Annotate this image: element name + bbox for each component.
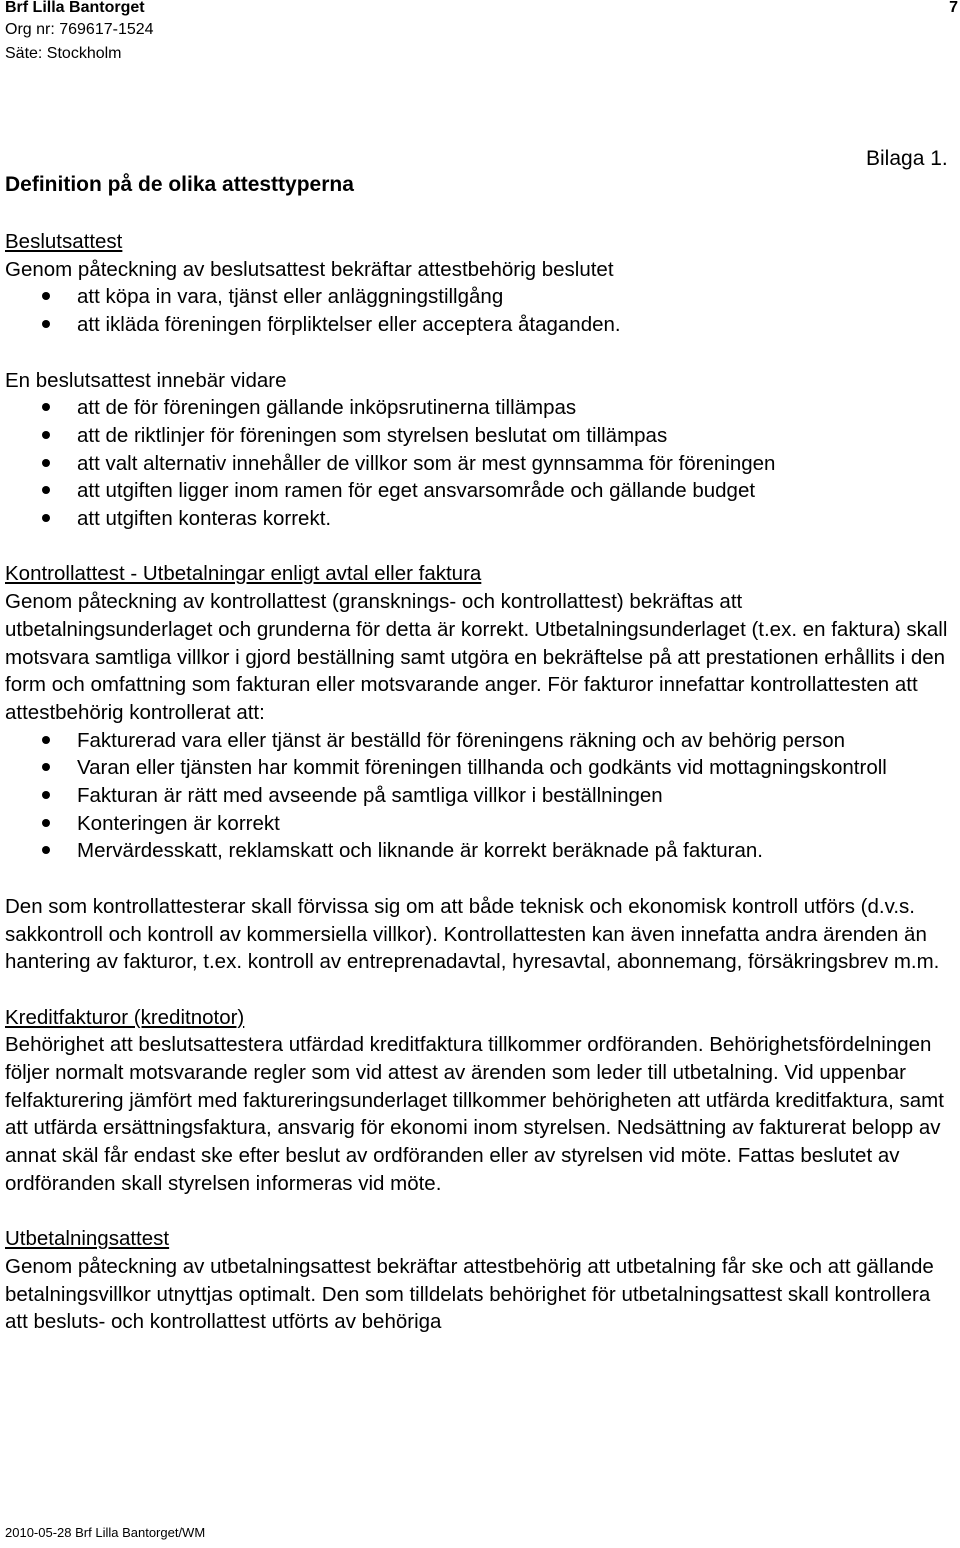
bullet-icon — [42, 459, 50, 467]
section-utbetalningsattest — [5, 1225, 955, 1336]
document-body — [5, 228, 955, 1336]
paragraph: Genom påteckning av kontrollattest (gransknings- och kontrollattest) bekräftas att utbetalningsunderlaget och grunderna för detta är korrekt. Utbetalningsunderlaget (t.ex. en faktura) skall motsvara samtliga villkor i gjord beställning samt utgöra en bekräftelse på att prestationen erhållits i den form och omfattning som fakturan eller motsvarande anger. För fakturor innefattar kontrollattesten att attestbehörig kontrollerat att: — [5, 590, 948, 724]
section-heading: Beslutsattest — [5, 230, 123, 253]
header-sate: Säte: Stockholm — [5, 45, 122, 62]
bullet-list — [5, 283, 955, 338]
list-item: Mervärdesskatt, reklamskatt och liknande är korrekt beräknade på fakturan. — [5, 837, 955, 865]
paragraph: Behörighet att beslutsattestera utfärdad kreditfaktura tillkommer ordföranden. Behörighetsfördelningen följer normalt motsvarande regler som vid attest av ärenden som leder till utbetalning. Vid uppenbar felfakturering jämfört med faktureringsunderlaget tillkommer behörigheten att utfärda kreditfaktura, samt att utfärda ersättningsfaktura, ansvarig för ekonomi inom styrelsen. Nedsättning av fakturerat belopp av annat skäl får endast ske efter beslut av ordföranden eller av styrelsen vid möte. Fattas beslutet av ordföranden skall styrelsen informeras vid möte. — [5, 1033, 944, 1195]
bullet-list — [5, 394, 955, 533]
list-item: Varan eller tjänsten har kommit föreningen tillhanda och godkänts vid mottagningskontroll — [5, 754, 955, 782]
bullet-icon — [42, 292, 50, 300]
list-item: att ikläda föreningen förpliktelser eller acceptera åtaganden. — [5, 311, 955, 339]
bullet-icon — [42, 819, 50, 827]
list-item: Fakturerad vara eller tjänst är beställd för föreningens räkning och av behörig person — [5, 727, 955, 755]
paragraph: Genom påteckning av utbetalningsattest bekräftar attestbehörig att utbetalning får ske och att gällande betalningsvillkor utnyttjas optimalt. Den som tilldelats behörighet för utbetalningsattest skall kontrollera att besluts- och kontrollattest utförts av behöriga — [5, 1254, 934, 1334]
list-item: att utgiften ligger inom ramen för eget ansvarsområde och gällande budget — [5, 477, 955, 505]
paragraph: Den som kontrollattesterar skall förvissa sig om att både teknisk och ekonomisk kontroll utförs (d.v.s. sakkontroll och kontroll av kommersiella villkor). Kontrollattesten kan även innefatta andra ärenden än hantering av fakturor, t.ex. kontroll av entreprenadavtal, hyresavtal, abonnemang, försäkringsbrev m.m. — [5, 894, 940, 974]
list-item: att valt alternativ innehåller de villkor som är mest gynnsamma för föreningen — [5, 450, 955, 478]
bullet-icon — [42, 763, 50, 771]
header-company: Brf Lilla Bantorget — [5, 0, 145, 16]
list-item: att utgiften konteras korrekt. — [5, 505, 955, 533]
list-item: Fakturan är rätt med avseende på samtliga villkor i beställningen — [5, 782, 955, 810]
bullet-icon — [42, 403, 50, 411]
section-heading: Kreditfakturor (kreditnotor) — [5, 1005, 245, 1029]
bullet-icon — [42, 791, 50, 799]
section-heading: Utbetalningsattest — [5, 1227, 170, 1251]
section-kontrollattest — [5, 560, 955, 976]
bullet-icon — [42, 736, 50, 744]
list-item: att köpa in vara, tjänst eller anläggningstillgång — [5, 283, 955, 311]
paragraph: Genom påteckning av beslutsattest bekräftar attestbehörig beslutet — [5, 257, 614, 281]
page-title: Definition på de olika attesttyperna — [5, 173, 354, 196]
bilaga-label: Bilaga 1. — [866, 147, 948, 170]
paragraph: En beslutsattest innebär vidare — [5, 368, 287, 392]
header-org-nr: Org nr: 769617-1524 — [5, 21, 154, 38]
bullet-icon — [42, 486, 50, 494]
bullet-icon — [42, 431, 50, 439]
list-item: att de riktlinjer för föreningen som styrelsen beslutat om tillämpas — [5, 422, 955, 450]
bullet-icon — [42, 320, 50, 328]
bullet-list — [5, 727, 955, 866]
section-heading: Kontrollattest - Utbetalningar enligt avtal eller faktura — [5, 562, 482, 586]
list-item: Konteringen är korrekt — [5, 810, 955, 838]
list-item: att de för föreningen gällande inköpsrutinerna tillämpas — [5, 394, 955, 422]
page-number: 7 — [949, 0, 958, 16]
page-footer: 2010-05-28 Brf Lilla Bantorget/WM — [5, 1525, 206, 1540]
section-beslutsattest — [5, 228, 955, 533]
bullet-icon — [42, 846, 50, 854]
bullet-icon — [42, 514, 50, 522]
section-kreditfakturor — [5, 1004, 955, 1198]
